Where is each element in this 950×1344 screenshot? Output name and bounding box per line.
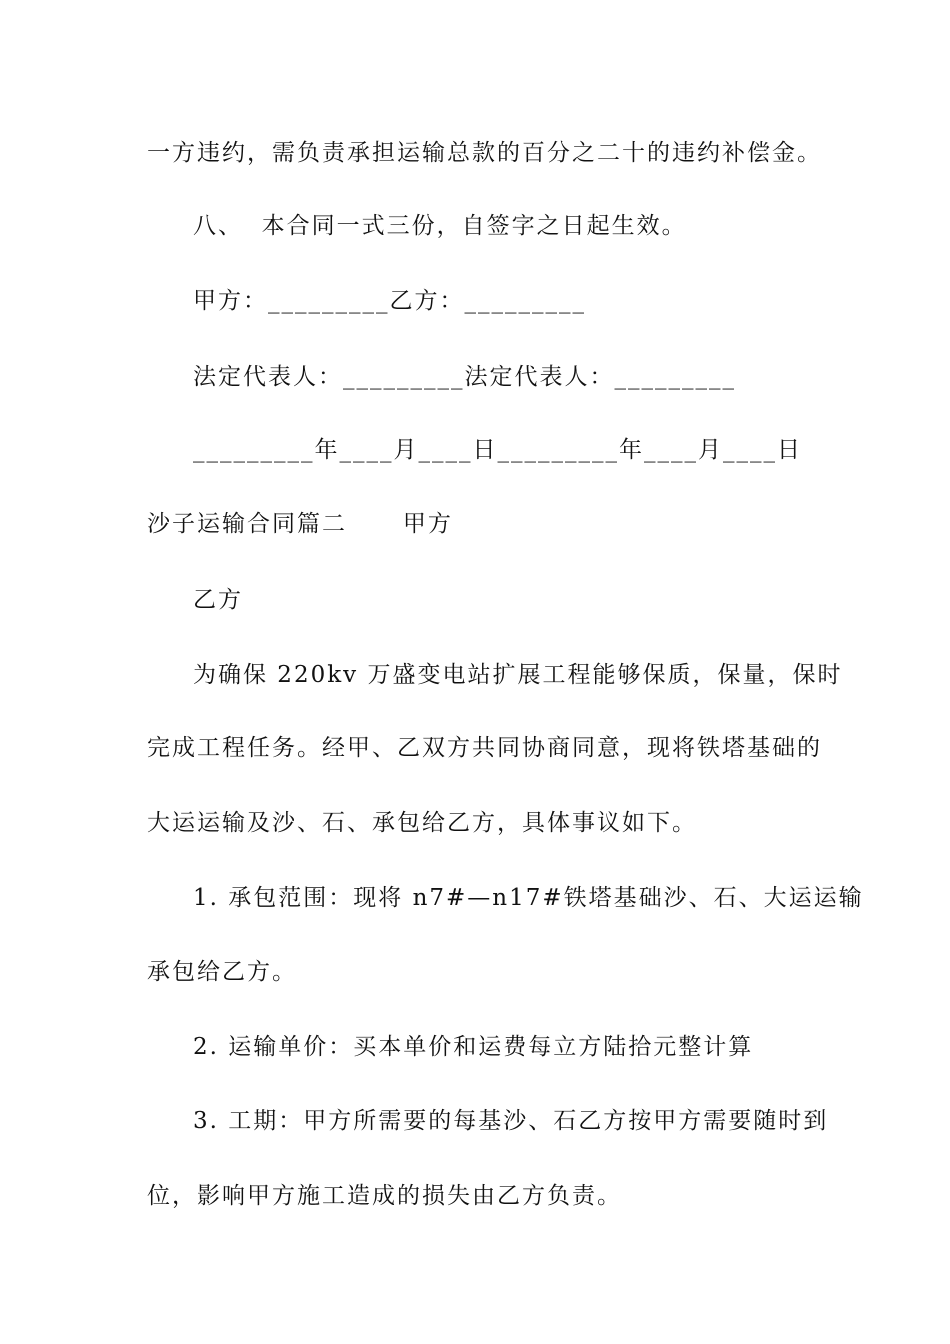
paragraph-line: 完成工程任务。经甲、乙双方共同协商同意，现将铁塔基础的 — [147, 735, 822, 761]
paragraph-line: 位，影响甲方施工造成的损失由乙方负责。 — [147, 1183, 622, 1209]
paragraph-line: 承包给乙方。 — [147, 959, 297, 985]
party-signature-line: 甲方：_________乙方：_________ — [193, 288, 586, 314]
clause-eight: 八、 本合同一式三份，自签字之日起生效。 — [193, 213, 687, 239]
paragraph-line: 为确保 220kv 万盛变电站扩展工程能够保质，保量，保时 — [193, 662, 843, 688]
clause-three: 3. 工期：甲方所需要的每基沙、石乙方按甲方需要随时到 — [193, 1108, 829, 1134]
date-line: _________年____月____日_________年____月____日 — [193, 437, 802, 463]
paragraph-line: 大运运输及沙、石、承包给乙方，具体事议如下。 — [147, 810, 697, 836]
clause-one: 1. 承包范围：现将 n7#—n17#铁塔基础沙、石、大运运输 — [193, 885, 864, 911]
legal-representative-line: 法定代表人：_________法定代表人：_________ — [193, 364, 736, 390]
paragraph-line: 一方违约，需负责承担运输总款的百分之二十的违约补偿金。 — [147, 140, 822, 166]
section-heading: 沙子运输合同篇二 甲方 — [147, 511, 453, 537]
clause-two: 2. 运输单价：买本单价和运费每立方陆拾元整计算 — [193, 1034, 754, 1060]
party-b-label: 乙方 — [193, 587, 243, 613]
